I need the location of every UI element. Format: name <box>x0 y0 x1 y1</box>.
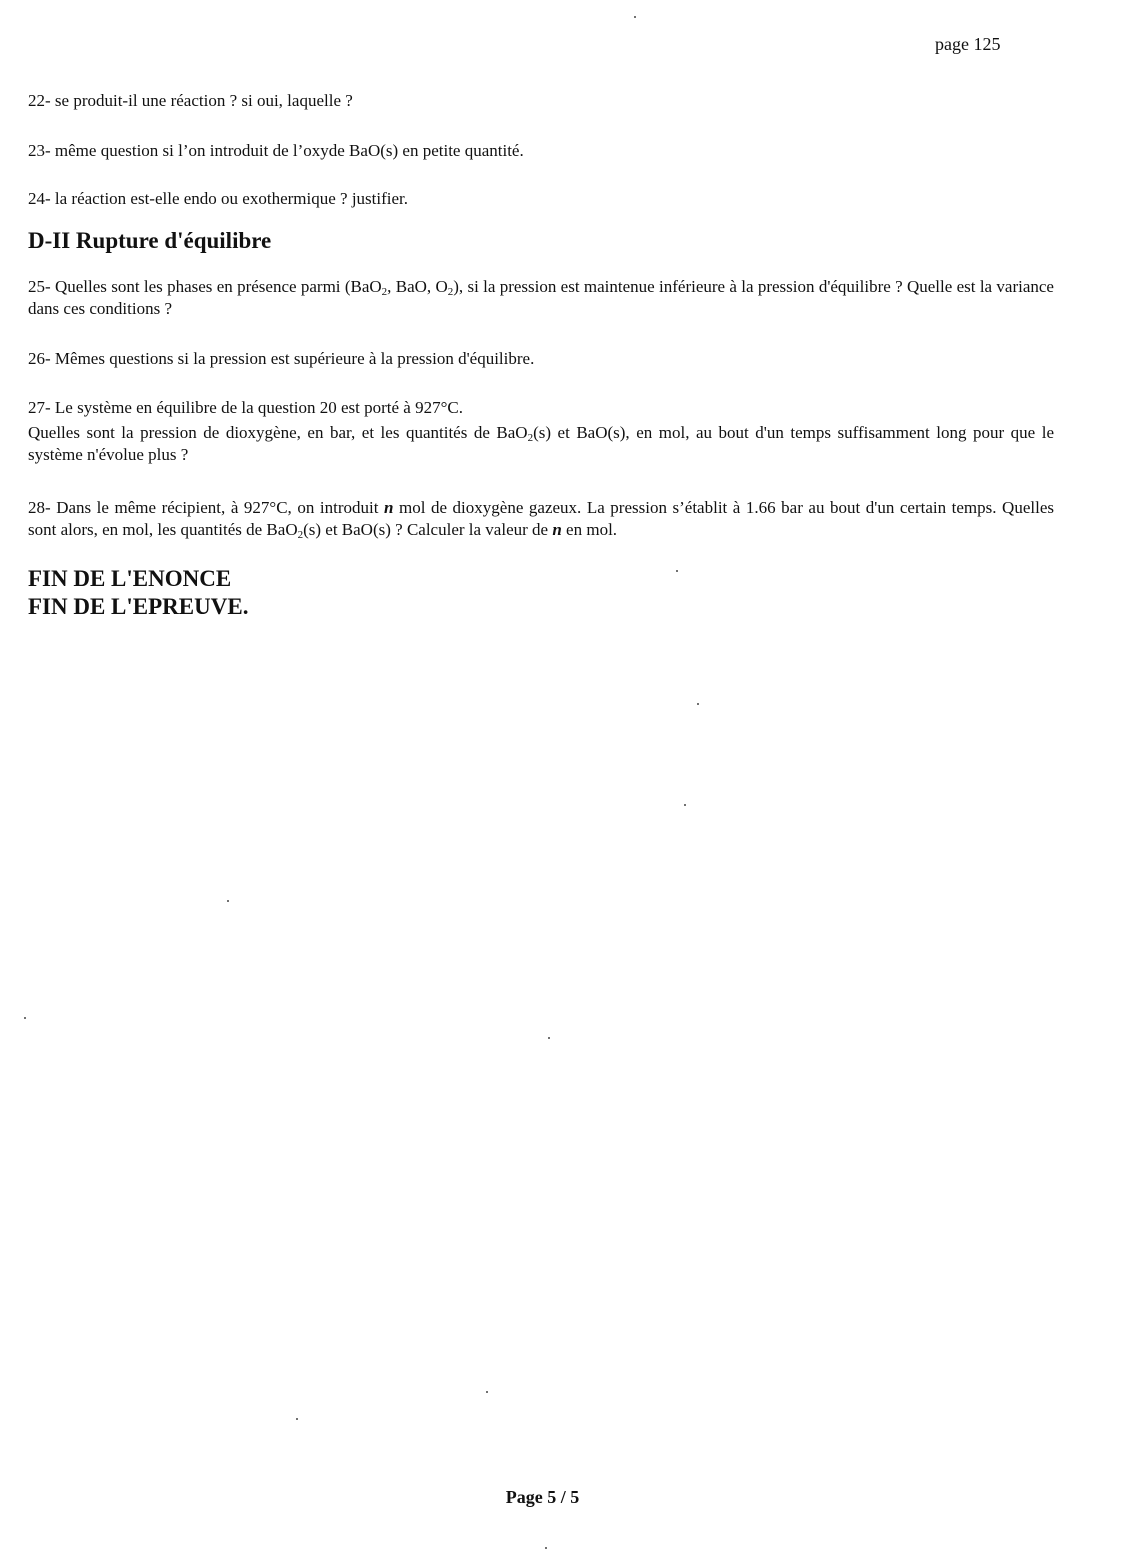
question-25-part-b: , BaO, O <box>387 277 448 296</box>
question-22: 22- se produit-il une réaction ? si oui, laquelle ? <box>28 91 353 110</box>
end-block <box>28 565 248 621</box>
question-28-part-d: en mol. <box>561 520 618 539</box>
question-25-subscript-1: 2 <box>381 286 388 298</box>
question-28-variable-n: n <box>383 498 394 517</box>
section-title: D-II Rupture d'équilibre <box>28 228 272 253</box>
question-27-line-1: 27- Le système en équilibre de la question 20 est porté à 927°C. <box>28 398 463 417</box>
question-27-body <box>28 422 1054 466</box>
question-23: 23- même question si l’on introduit de l’oxyde BaO(s) en petite quantité. <box>28 141 524 160</box>
scan-speck <box>676 570 678 572</box>
question-28-variable-n-2: n <box>552 520 562 539</box>
scan-speck <box>634 16 636 18</box>
scan-speck <box>684 804 686 806</box>
scan-speck <box>227 900 229 902</box>
question-25-part-c: ), si la pression est maintenue inférieure à la pression d'équilibre ? Quelle est la variance dans ces conditions ? <box>28 277 1054 318</box>
scan-speck <box>486 1391 488 1393</box>
scan-speck <box>296 1418 298 1420</box>
question-24: 24- la réaction est-elle endo ou exothermique ? justifier. <box>28 189 409 208</box>
question-28-subscript: 2 <box>297 529 304 541</box>
scan-speck <box>24 1017 26 1019</box>
question-27-subscript: 2 <box>527 432 534 444</box>
question-27-part-b: (s) et BaO(s), en mol, au bout d'un temps suffisamment long pour que le système n'évolue plus ? <box>28 423 1054 464</box>
question-28-part-c: (s) et BaO(s) ? Calculer la valeur de <box>303 520 553 539</box>
end-of-exam: FIN DE L'EPREUVE. <box>28 594 249 619</box>
question-25 <box>28 276 1054 320</box>
question-26: 26- Mêmes questions si la pression est supérieure à la pression d'équilibre. <box>28 349 535 368</box>
scan-speck <box>697 703 699 705</box>
question-25-part-a: 25- Quelles sont les phases en présence parmi (BaO <box>28 277 382 296</box>
footer-page-number: Page 5 / 5 <box>505 1487 580 1507</box>
question-28-part-b: mol de dioxygène gazeux. La pression s’établit à 1.66 bar au bout d'un certain temps. Quelles sont alors, en mol, les quantités de BaO <box>28 498 1054 539</box>
end-of-statement: FIN DE L'ENONCE <box>28 566 232 591</box>
question-28-part-a: 28- Dans le même récipient, à 927°C, on introduit <box>28 498 384 517</box>
question-25-subscript-2: 2 <box>447 286 454 298</box>
question-27-part-a: Quelles sont la pression de dioxygène, en bar, et les quantités de BaO <box>28 423 528 442</box>
page-number-top: page 125 <box>935 34 1001 54</box>
scan-speck <box>545 1547 547 1549</box>
question-28 <box>28 497 1054 541</box>
scan-speck <box>548 1037 550 1039</box>
